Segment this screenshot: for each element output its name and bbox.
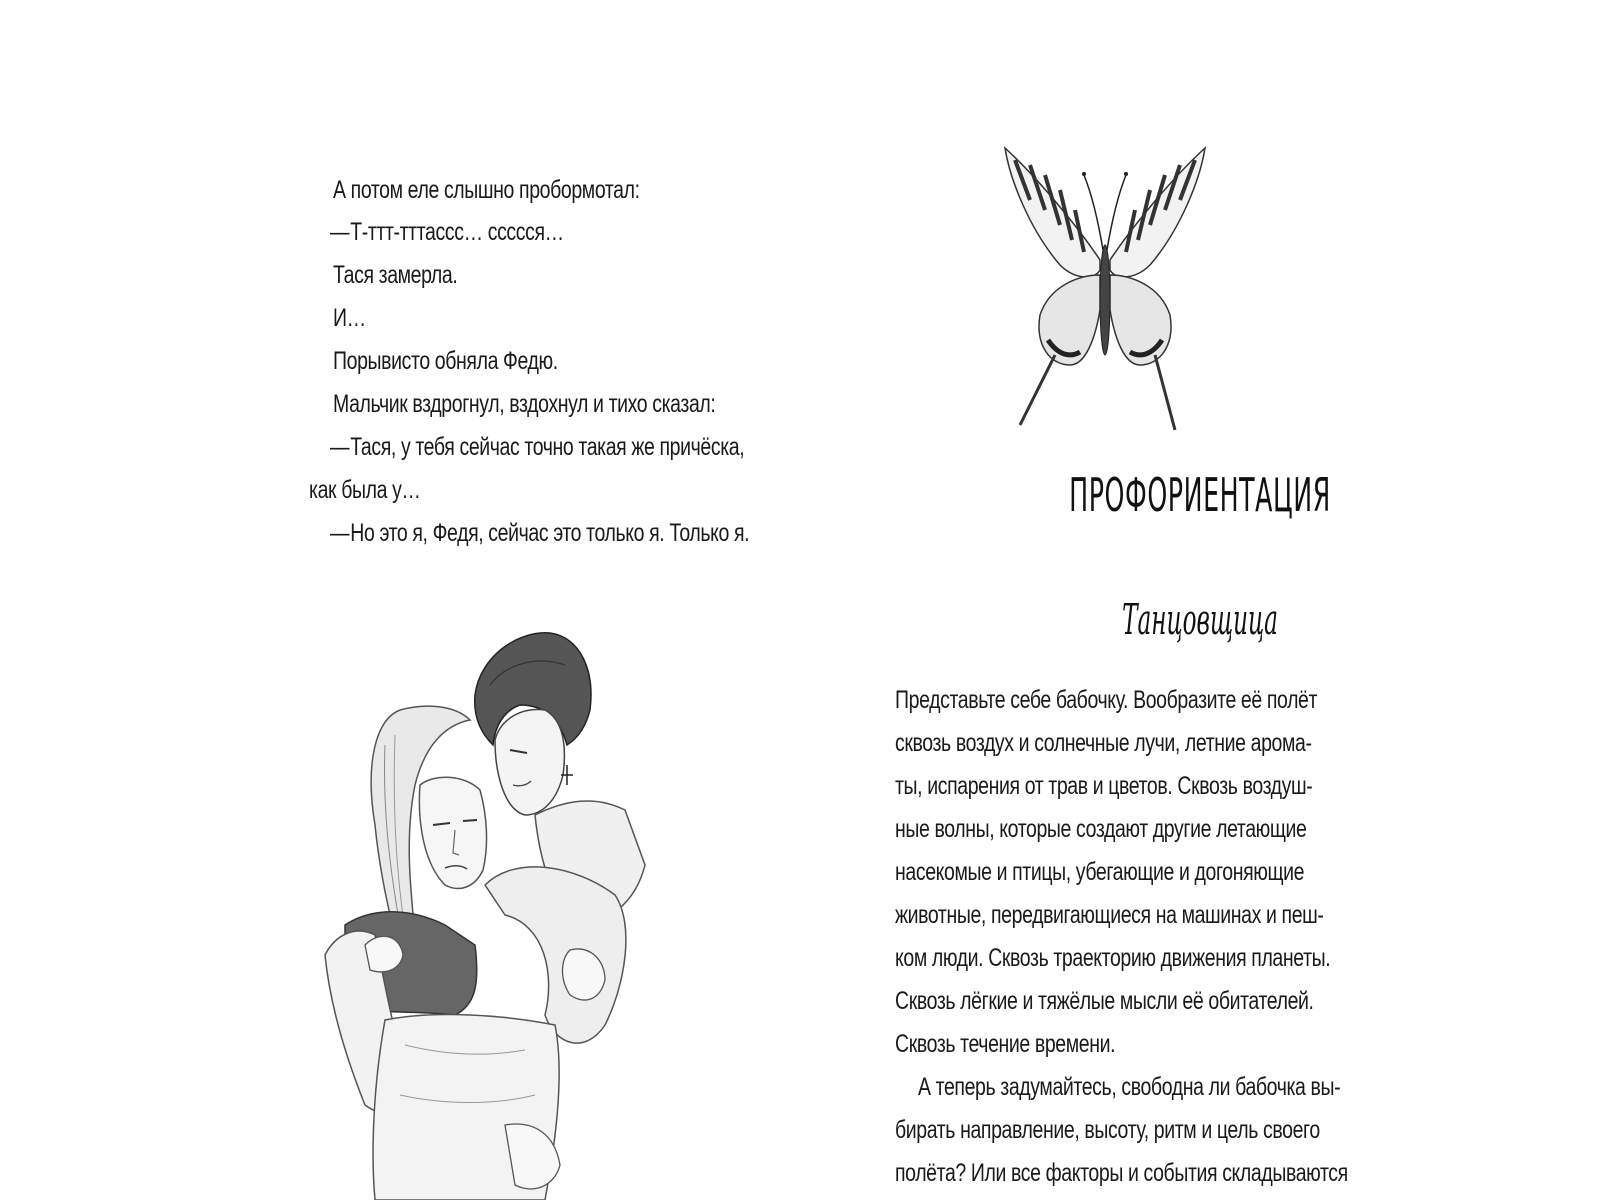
body-line-3: ты, испарения от трав и цветов. Сквозь воздуш- [895,772,1313,800]
dialog-text-2: Тася, у тебя сейчас точно такая же причёска, [350,433,745,461]
body-line-7: ком люди. Сквозь траекторию движения планеты. [895,944,1331,972]
body-line-1: Представьте себе бабочку. Вообразите её полёт [895,686,1318,714]
body-line-12: полёта? Или все факторы и события складываются [895,1159,1348,1187]
dialog-text-1: Т-ттт-тттассс… ссссся… [350,218,564,246]
chapter-title: ПРОФОРИЕНТАЦИЯ [1069,468,1331,522]
body-line-8: Сквозь лёгкие и тяжёлые мысли её обитателей. [895,987,1314,1015]
dialog-dash: — [330,519,350,547]
text-line-8: как была у… [309,476,421,504]
text-line-1: А потом еле слышно пробормотал: [333,176,640,204]
dialog-text-3: Но это я, Федя, сейчас это только я. Только я. [350,519,750,547]
text-line-6: Мальчик вздрогнул, вздохнул и тихо сказал: [333,390,716,418]
body-line-5: насекомые и птицы, убегающие и догоняющие [895,858,1305,886]
dialog-line-1 [330,217,564,247]
text-line-3: Тася замерла. [333,261,458,289]
butterfly-illustration [1000,140,1210,435]
body-line-6: животные, передвигающиеся на машинах и пеш- [895,901,1324,929]
text-line-4: И… [333,304,366,332]
dialog-dash: — [330,218,350,246]
body-line-11: бирать направление, высоту, ритм и цель своего [895,1116,1320,1144]
dialog-line-3 [330,518,749,548]
text-line-5: Порывисто обняла Федю. [333,347,558,375]
embrace-illustration [305,625,665,1200]
body-line-4: ные волны, которые создают другие летающие [895,815,1307,843]
dialog-dash: — [330,433,350,461]
body-line-2: сквозь воздух и солнечные лучи, летние арома- [895,729,1312,757]
body-line-10: А теперь задумайтесь, свободна ли бабочка вы- [918,1073,1341,1101]
dialog-line-2 [330,432,744,462]
section-title: Танцовщица [1122,595,1278,644]
body-line-9: Сквозь течение времени. [895,1030,1116,1058]
